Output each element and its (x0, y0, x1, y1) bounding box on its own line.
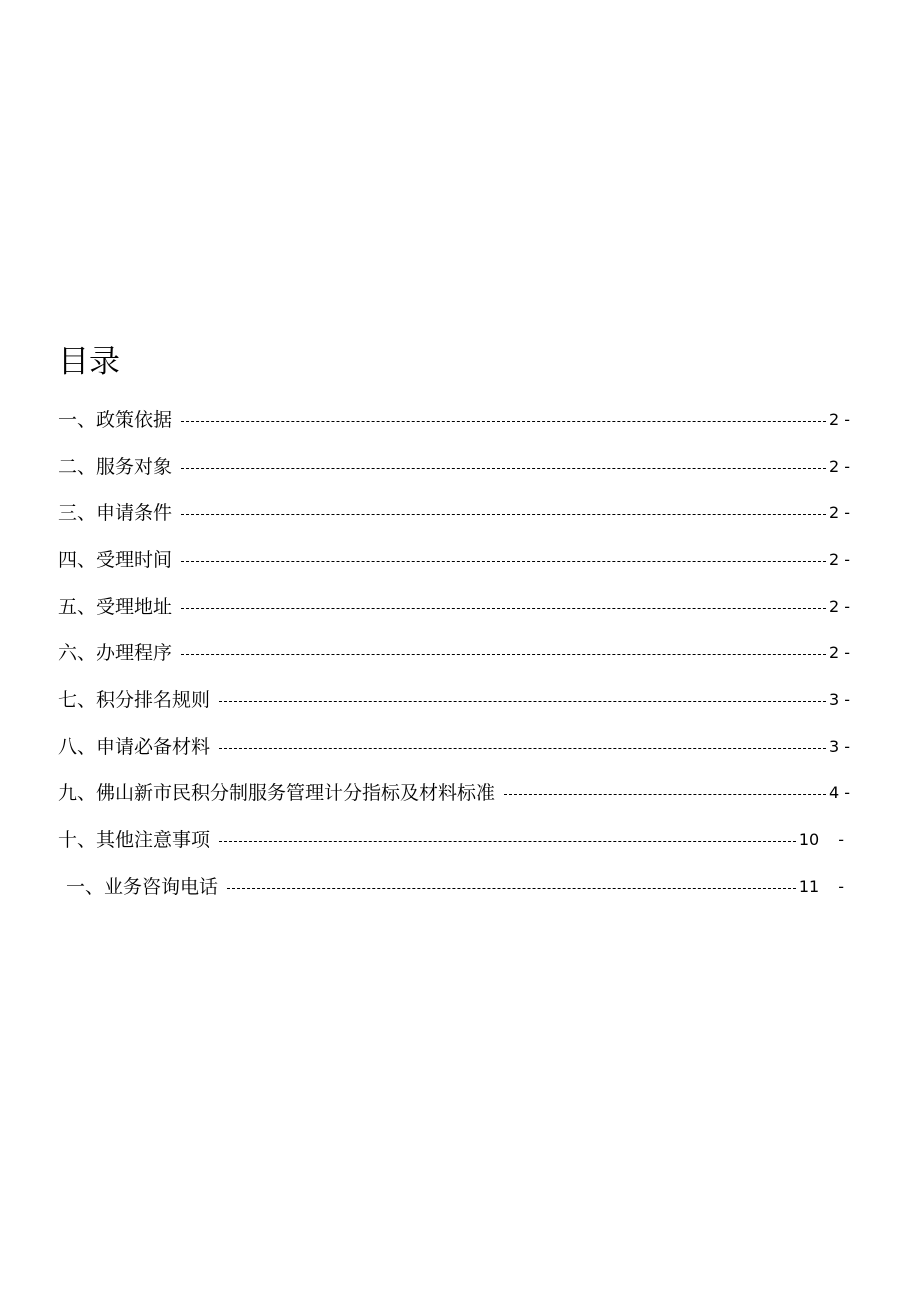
toc-entry-page: 10 (798, 830, 820, 849)
toc-entry[interactable] (58, 687, 850, 713)
toc-leader (181, 421, 826, 422)
toc-entry-page: 11 (798, 877, 820, 896)
toc-entry-page: 2 - (828, 503, 850, 522)
toc-entry-label: 四、受理时间 (58, 549, 173, 571)
toc-entry-label: 十、其他注意事项 (58, 829, 211, 851)
toc-entry[interactable] (66, 874, 844, 900)
toc-title: 目录 (58, 344, 120, 380)
toc-entry-label: 九、佛山新市民积分制服务管理计分指标及材料标准 (58, 782, 496, 804)
toc-entry[interactable] (58, 454, 850, 480)
toc-leader (181, 654, 826, 655)
toc-entry-page: 3 - (828, 690, 850, 709)
toc-entry-page: 2 - (828, 597, 850, 616)
toc-leader (227, 888, 796, 889)
toc-entry[interactable] (58, 780, 850, 806)
toc-leader (181, 468, 826, 469)
toc-leader (219, 841, 796, 842)
toc-entry[interactable] (58, 594, 850, 620)
toc-entry-label: 六、办理程序 (58, 642, 173, 664)
toc-entry-label: 八、申请必备材料 (58, 736, 211, 758)
toc-leader (181, 514, 826, 515)
toc-leader (219, 701, 826, 702)
toc-leader (181, 561, 826, 562)
toc-entry-label: 五、受理地址 (58, 596, 173, 618)
toc-entry-page: 4 - (828, 783, 850, 802)
toc-entry-page: 2 - (828, 410, 850, 429)
toc-entry-page: 2 - (828, 550, 850, 569)
toc-entry-label: 三、申请条件 (58, 502, 173, 524)
toc-entry-page-tail: - (838, 877, 844, 896)
toc-entry[interactable] (58, 827, 844, 853)
toc-entry-page-tail: - (838, 830, 844, 849)
toc-entry[interactable] (58, 407, 850, 433)
toc-entry[interactable] (58, 547, 850, 573)
toc-entry[interactable] (58, 500, 850, 526)
toc-entry-label: 二、服务对象 (58, 456, 173, 478)
toc-entry-label: 七、积分排名规则 (58, 689, 211, 711)
toc-entry-label: 一、政策依据 (58, 409, 173, 431)
toc-entry-label: 一、业务咨询电话 (66, 876, 219, 898)
toc-entry-page: 2 - (828, 643, 850, 662)
toc-entry[interactable] (58, 734, 850, 760)
toc-leader (181, 608, 826, 609)
toc-leader (504, 794, 826, 795)
toc-entry[interactable] (58, 640, 850, 666)
toc-leader (219, 748, 826, 749)
toc-entry-page: 3 - (828, 737, 850, 756)
toc-entry-page: 2 - (828, 457, 850, 476)
